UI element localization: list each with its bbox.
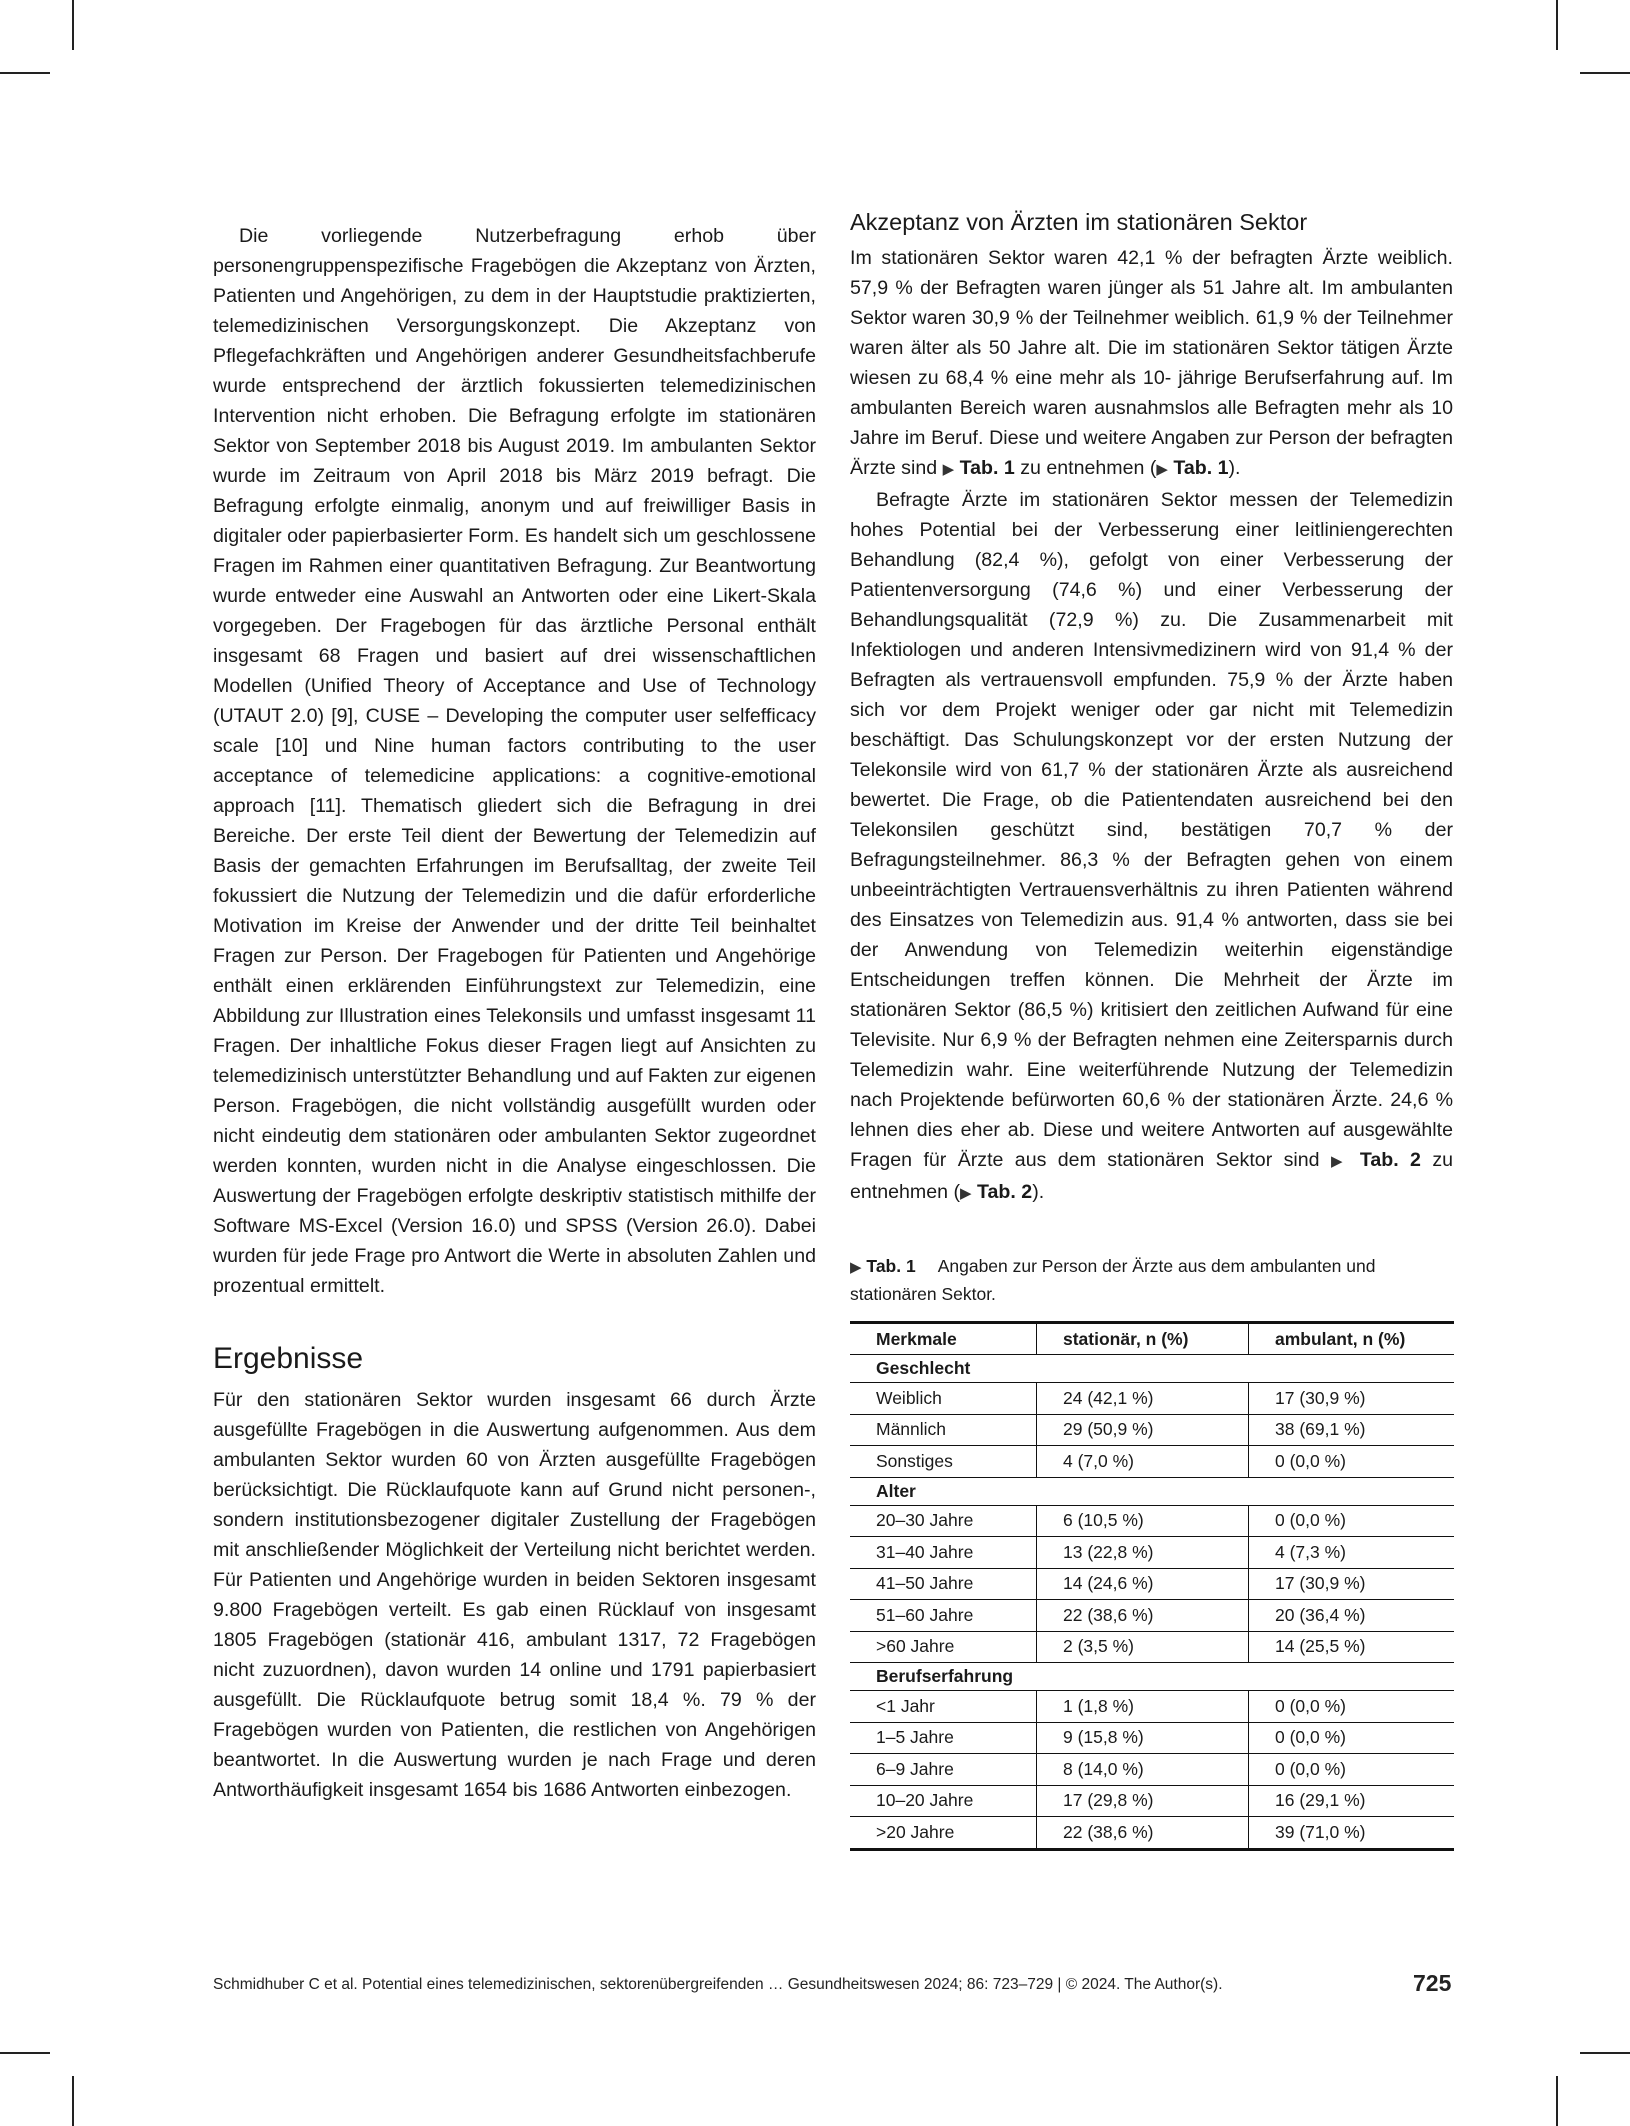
table-cell: >20 Jahre — [850, 1817, 1037, 1850]
table-cell: 6–9 Jahre — [850, 1754, 1037, 1786]
table-cell: Männlich — [850, 1414, 1037, 1446]
group-label: Berufserfahrung — [850, 1663, 1454, 1691]
table-cell: 16 (29,1 %) — [1249, 1785, 1455, 1817]
table-cell: 29 (50,9 %) — [1037, 1414, 1249, 1446]
group-label: Geschlecht — [850, 1355, 1454, 1383]
table-cell: 6 (10,5 %) — [1037, 1505, 1249, 1537]
table-cell: 0 (0,0 %) — [1249, 1722, 1455, 1754]
methods-paragraph: Die vorliegende Nutzerbefragung erhob über personengruppenspezifische Fragebögen die Akzeptanz von Ärzten, Patienten und Angehörigen, zu dem in der Hauptstudie praktizierten, telemedizinischen Versorgungskonzept. Die Akzeptanz von Pflegefachkräften und Angehörigen anderer Gesundheitsfachberufe wurde entsprechend der ärztlich fokussierten telemedizinischen Intervention nicht erhoben. Die Befragung erfolgte im stationären Sektor von September 2018 bis August 2019. Im ambulanten Sektor wurde im Zeitraum von April 2018 bis März 2019 befragt. Die Befragung erfolgte einmalig, anonym und auf freiwilliger Basis in digitaler oder papierbasierter Form. Es handelt sich um geschlossene Fragen im Rahmen einer quantitativen Befragung. Zur Beantwortung wurde entweder eine Auswahl an Antworten oder eine Likert-Skala vorgegeben. Der Fragebogen für das ärztliche Personal enthält insgesamt 68 Fragen und basiert auf drei wissenschaftlichen Modellen (Unified Theory of Acceptance and Use of Technology (UTAUT 2.0) [9], CUSE – Developing the computer user selfefficacy scale [10] und Nine human factors contributing to the user acceptance of telemedicine applications: a cognitive-emotional approach [11]. Thematisch gliedert sich die Befragung in drei Bereiche. Der erste Teil dient der Bewertung der Telemedizin auf Basis der gemachten Erfahrungen im Berufsalltag, der zweite Teil fokussiert die Nutzung der Telemedizin und die dafür erforderliche Motivation im Kreise der Anwender und der dritte Teil beinhaltet Fragen zur Person. Der Fragebogen für Patienten und Angehörige enthält einen erklärenden Einführungstext zur Telemedizin, eine Abbildung zur Illustration eines Telekonsils und umfasst insgesamt 11 Fragen. Der inhaltliche Fokus dieser Fragen liegt auf Ansichten zu telemedizinisch unterstützter Behandlung und auf Fakten zur eigenen Person. Fragebögen, die nicht vollständig ausgefüllt wurden oder nicht eindeutig dem stationären oder ambulanten Sektor zugeordnet werden konnten, wurden nicht in die Analyse eingeschlossen. Die Auswertung der Fragebögen erfolgte deskriptiv statistisch mithilfe der Software MS-Excel (Version 16.0) und SPSS (Version 26.0). Dabei wurden für jede Frage pro Antwort die Werte in absoluten Zahlen und prozentual ermittelt. — [213, 225, 816, 1297]
table-cell: 13 (22,8 %) — [1037, 1537, 1249, 1569]
table-row — [850, 1754, 1454, 1786]
table-group-row — [850, 1355, 1454, 1383]
table-row — [850, 1631, 1454, 1663]
table-caption-text: Angaben zur Person der Ärzte aus dem ambulanten und stationären Sektor. — [850, 1256, 1376, 1304]
table-header-row — [850, 1323, 1454, 1355]
column-header: ambulant, n (%) — [1249, 1323, 1455, 1355]
crop-mark — [1580, 72, 1630, 74]
table-cell: 1 (1,8 %) — [1037, 1691, 1249, 1723]
crop-mark — [0, 72, 50, 74]
table-cell: Weiblich — [850, 1383, 1037, 1415]
triangle-icon: ▶ — [960, 1185, 972, 1202]
crop-mark — [72, 0, 74, 50]
table-cell: 0 (0,0 %) — [1249, 1505, 1455, 1537]
table-row — [850, 1505, 1454, 1537]
table-1 — [850, 1321, 1454, 1851]
table-cell: 22 (38,6 %) — [1037, 1600, 1249, 1632]
crop-mark — [1556, 0, 1558, 50]
table-cell: 9 (15,8 %) — [1037, 1722, 1249, 1754]
section-heading-ergebnisse: Ergebnisse — [213, 1342, 364, 1375]
table-group-row — [850, 1663, 1454, 1691]
acceptance-paragraph-1: Im stationären Sektor waren 42,1 % der befragten Ärzte weiblich. 57,9 % der Befragten waren jünger als 51 Jahre alt. Im ambulanten Sektor waren 30,9 % der Teilnehmer weiblich. 61,9 % der Teilnehmer waren älter als 50 Jahre alt. Die im stationären Sektor tätigen Ärzte wiesen zu 68,4 % eine mehr als 10- jährige Berufserfahrung auf. Im ambulanten Bereich waren ausnahmslos alle Befragten mehr als 10 Jahre im Beruf. Diese und weitere Angaben zur Person der befragten Ärzte sind ▶ Tab. 1 zu entnehmen (▶ Tab. 1). — [850, 247, 1453, 479]
table-cell: 14 (24,6 %) — [1037, 1568, 1249, 1600]
page-number: 725 — [1413, 1970, 1452, 1996]
column-header: Merkmale — [850, 1323, 1037, 1355]
table-cell: Sonstiges — [850, 1446, 1037, 1478]
table-cell: >60 Jahre — [850, 1631, 1037, 1663]
crop-mark — [72, 2076, 74, 2126]
table-cell: 1–5 Jahre — [850, 1722, 1037, 1754]
table-row — [850, 1785, 1454, 1817]
table-cell: 8 (14,0 %) — [1037, 1754, 1249, 1786]
table-cell: 51–60 Jahre — [850, 1600, 1037, 1632]
table-cell: 22 (38,6 %) — [1037, 1817, 1249, 1850]
left-column — [213, 221, 816, 1805]
table-cell: 17 (30,9 %) — [1249, 1383, 1455, 1415]
triangle-icon: ▶ — [942, 461, 955, 478]
table-cell: 17 (29,8 %) — [1037, 1785, 1249, 1817]
column-header: stationär, n (%) — [1037, 1323, 1249, 1355]
right-column — [850, 205, 1453, 1209]
table-cell: 20–30 Jahre — [850, 1505, 1037, 1537]
table-row — [850, 1817, 1454, 1850]
table-cell: 4 (7,3 %) — [1249, 1537, 1455, 1569]
table-reference-link[interactable]: Tab. 2 — [977, 1181, 1033, 1203]
table-cell: 39 (71,0 %) — [1249, 1817, 1455, 1850]
table-cell: 31–40 Jahre — [850, 1537, 1037, 1569]
subsection-heading: Akzeptanz von Ärzten im stationären Sektor — [850, 209, 1308, 235]
table-cell: 2 (3,5 %) — [1037, 1631, 1249, 1663]
table-cell: 20 (36,4 %) — [1249, 1600, 1455, 1632]
table-cell: <1 Jahr — [850, 1691, 1037, 1723]
table-row — [850, 1537, 1454, 1569]
table-cell: 10–20 Jahre — [850, 1785, 1037, 1817]
results-paragraph: Für den stationären Sektor wurden insgesamt 66 durch Ärzte ausgefüllte Fragebögen in die Auswertung aufgenommen. Aus dem ambulanten Sektor wurden 60 von Ärzten ausgefüllte Fragebögen berücksichtigt. Die Rücklaufquote kann auf Grund nicht personen-, sondern institutionsbezogener digitaler Zustellung der Fragebögen mit anschließender Möglichkeit der Verteilung nicht berichtet werden. Für Patienten und Angehörige wurden in beiden Sektoren insgesamt 9.800 Fragebögen verteilt. Es gab einen Rücklauf von insgesamt 1805 Fragebögen (stationär 416, ambulant 1317, 72 Fragebögen nicht zuzuordnen), davon wurden 14 online und 1791 papierbasiert ausgefüllt. Die Rücklaufquote betrug somit 18,4 %. 79 % der Fragebögen wurden von Patienten, die restlichen von Angehörigen beantwortet. In die Auswertung wurden je nach Frage und deren Antworthäufigkeit insgesamt 1654 bis 1686 Antworten einbezogen. — [213, 1389, 816, 1801]
footer-citation: Schmidhuber C et al. Potential eines telemedizinischen, sektorenübergreifenden … Gesundheitswesen 2024; 86: 723–729 | © 2024. The Author(s). — [213, 1976, 1223, 1993]
table-label: Tab. 1 — [866, 1256, 916, 1276]
triangle-icon: ▶ — [850, 1259, 862, 1276]
table-row — [850, 1722, 1454, 1754]
table-row — [850, 1691, 1454, 1723]
table-row — [850, 1383, 1454, 1415]
group-label: Alter — [850, 1477, 1454, 1505]
table-cell: 24 (42,1 %) — [1037, 1383, 1249, 1415]
table-cell: 17 (30,9 %) — [1249, 1568, 1455, 1600]
table-cell: 4 (7,0 %) — [1037, 1446, 1249, 1478]
table-reference-link[interactable]: Tab. 1 — [1173, 457, 1229, 479]
crop-mark — [1556, 2076, 1558, 2126]
table-row — [850, 1446, 1454, 1478]
triangle-icon: ▶ — [1330, 1153, 1349, 1170]
table-cell: 0 (0,0 %) — [1249, 1446, 1455, 1478]
triangle-icon: ▶ — [1156, 461, 1168, 478]
table-row — [850, 1414, 1454, 1446]
table-row — [850, 1600, 1454, 1632]
table-group-row — [850, 1477, 1454, 1505]
table-cell: 41–50 Jahre — [850, 1568, 1037, 1600]
table-caption — [850, 1253, 1450, 1308]
table-cell: 0 (0,0 %) — [1249, 1754, 1455, 1786]
crop-mark — [1580, 2052, 1630, 2054]
table-cell: 0 (0,0 %) — [1249, 1691, 1455, 1723]
acceptance-paragraph-2: Befragte Ärzte im stationären Sektor messen der Telemedizin hohes Potential bei der Verbesserung einer leitliniengerechten Behandlung (82,4 %), gefolgt von einer Verbesserung der Patientenversorgung (74,6 %) und einer Verbesserung der Behandlungsqualität (72,9 %) zu. Die Zusammenarbeit mit Infektiologen und anderen Intensivmedizinern wird von 91,4 % der Befragten als vertrauensvoll empfunden. 75,9 % der Ärzte haben sich vor dem Projekt weniger oder gar nicht mit Telemedizin beschäftigt. Das Schulungskonzept vor der ersten Nutzung der Telekonsile wird von 61,7 % der stationären Ärzte als ausreichend bewertet. Die Frage, ob die Patientendaten ausreichend bei den Telekonsilen geschützt sind, bestätigen 70,7 % der Befragungsteilnehmer. 86,3 % der Befragten gehen von einem unbeeinträchtigten Vertrauensverhältnis zu ihren Patienten während des Einsatzes von Telemedizin aus. 91,4 % antworten, dass sie bei der Anwendung von Telemedizin weiterhin eigenständige Entscheidungen treffen können. Die Mehrheit der Ärzte im stationären Sektor (86,5 %) kritisiert den zeitlichen Aufwand für eine Televisite. Nur 6,9 % der Befragten nehmen eine Zeitersparnis durch Telemedizin wahr. Eine weiterführende Nutzung der Telemedizin nach Projektende befürworten 60,6 % der stationären Ärzte. 24,6 % lehnen dies eher ab. Diese und weitere Antworten auf ausgewählte Fragen für Ärzte aus dem stationären Sektor sind ▶ Tab. 2 zu entnehmen (▶ Tab. 2). — [850, 489, 1454, 1203]
table-row — [850, 1568, 1454, 1600]
table-cell: 14 (25,5 %) — [1249, 1631, 1455, 1663]
table-reference-link[interactable]: Tab. 2 — [1359, 1149, 1421, 1171]
table-reference-link[interactable]: Tab. 1 — [959, 457, 1015, 479]
table-cell: 38 (69,1 %) — [1249, 1414, 1455, 1446]
crop-mark — [0, 2052, 50, 2054]
